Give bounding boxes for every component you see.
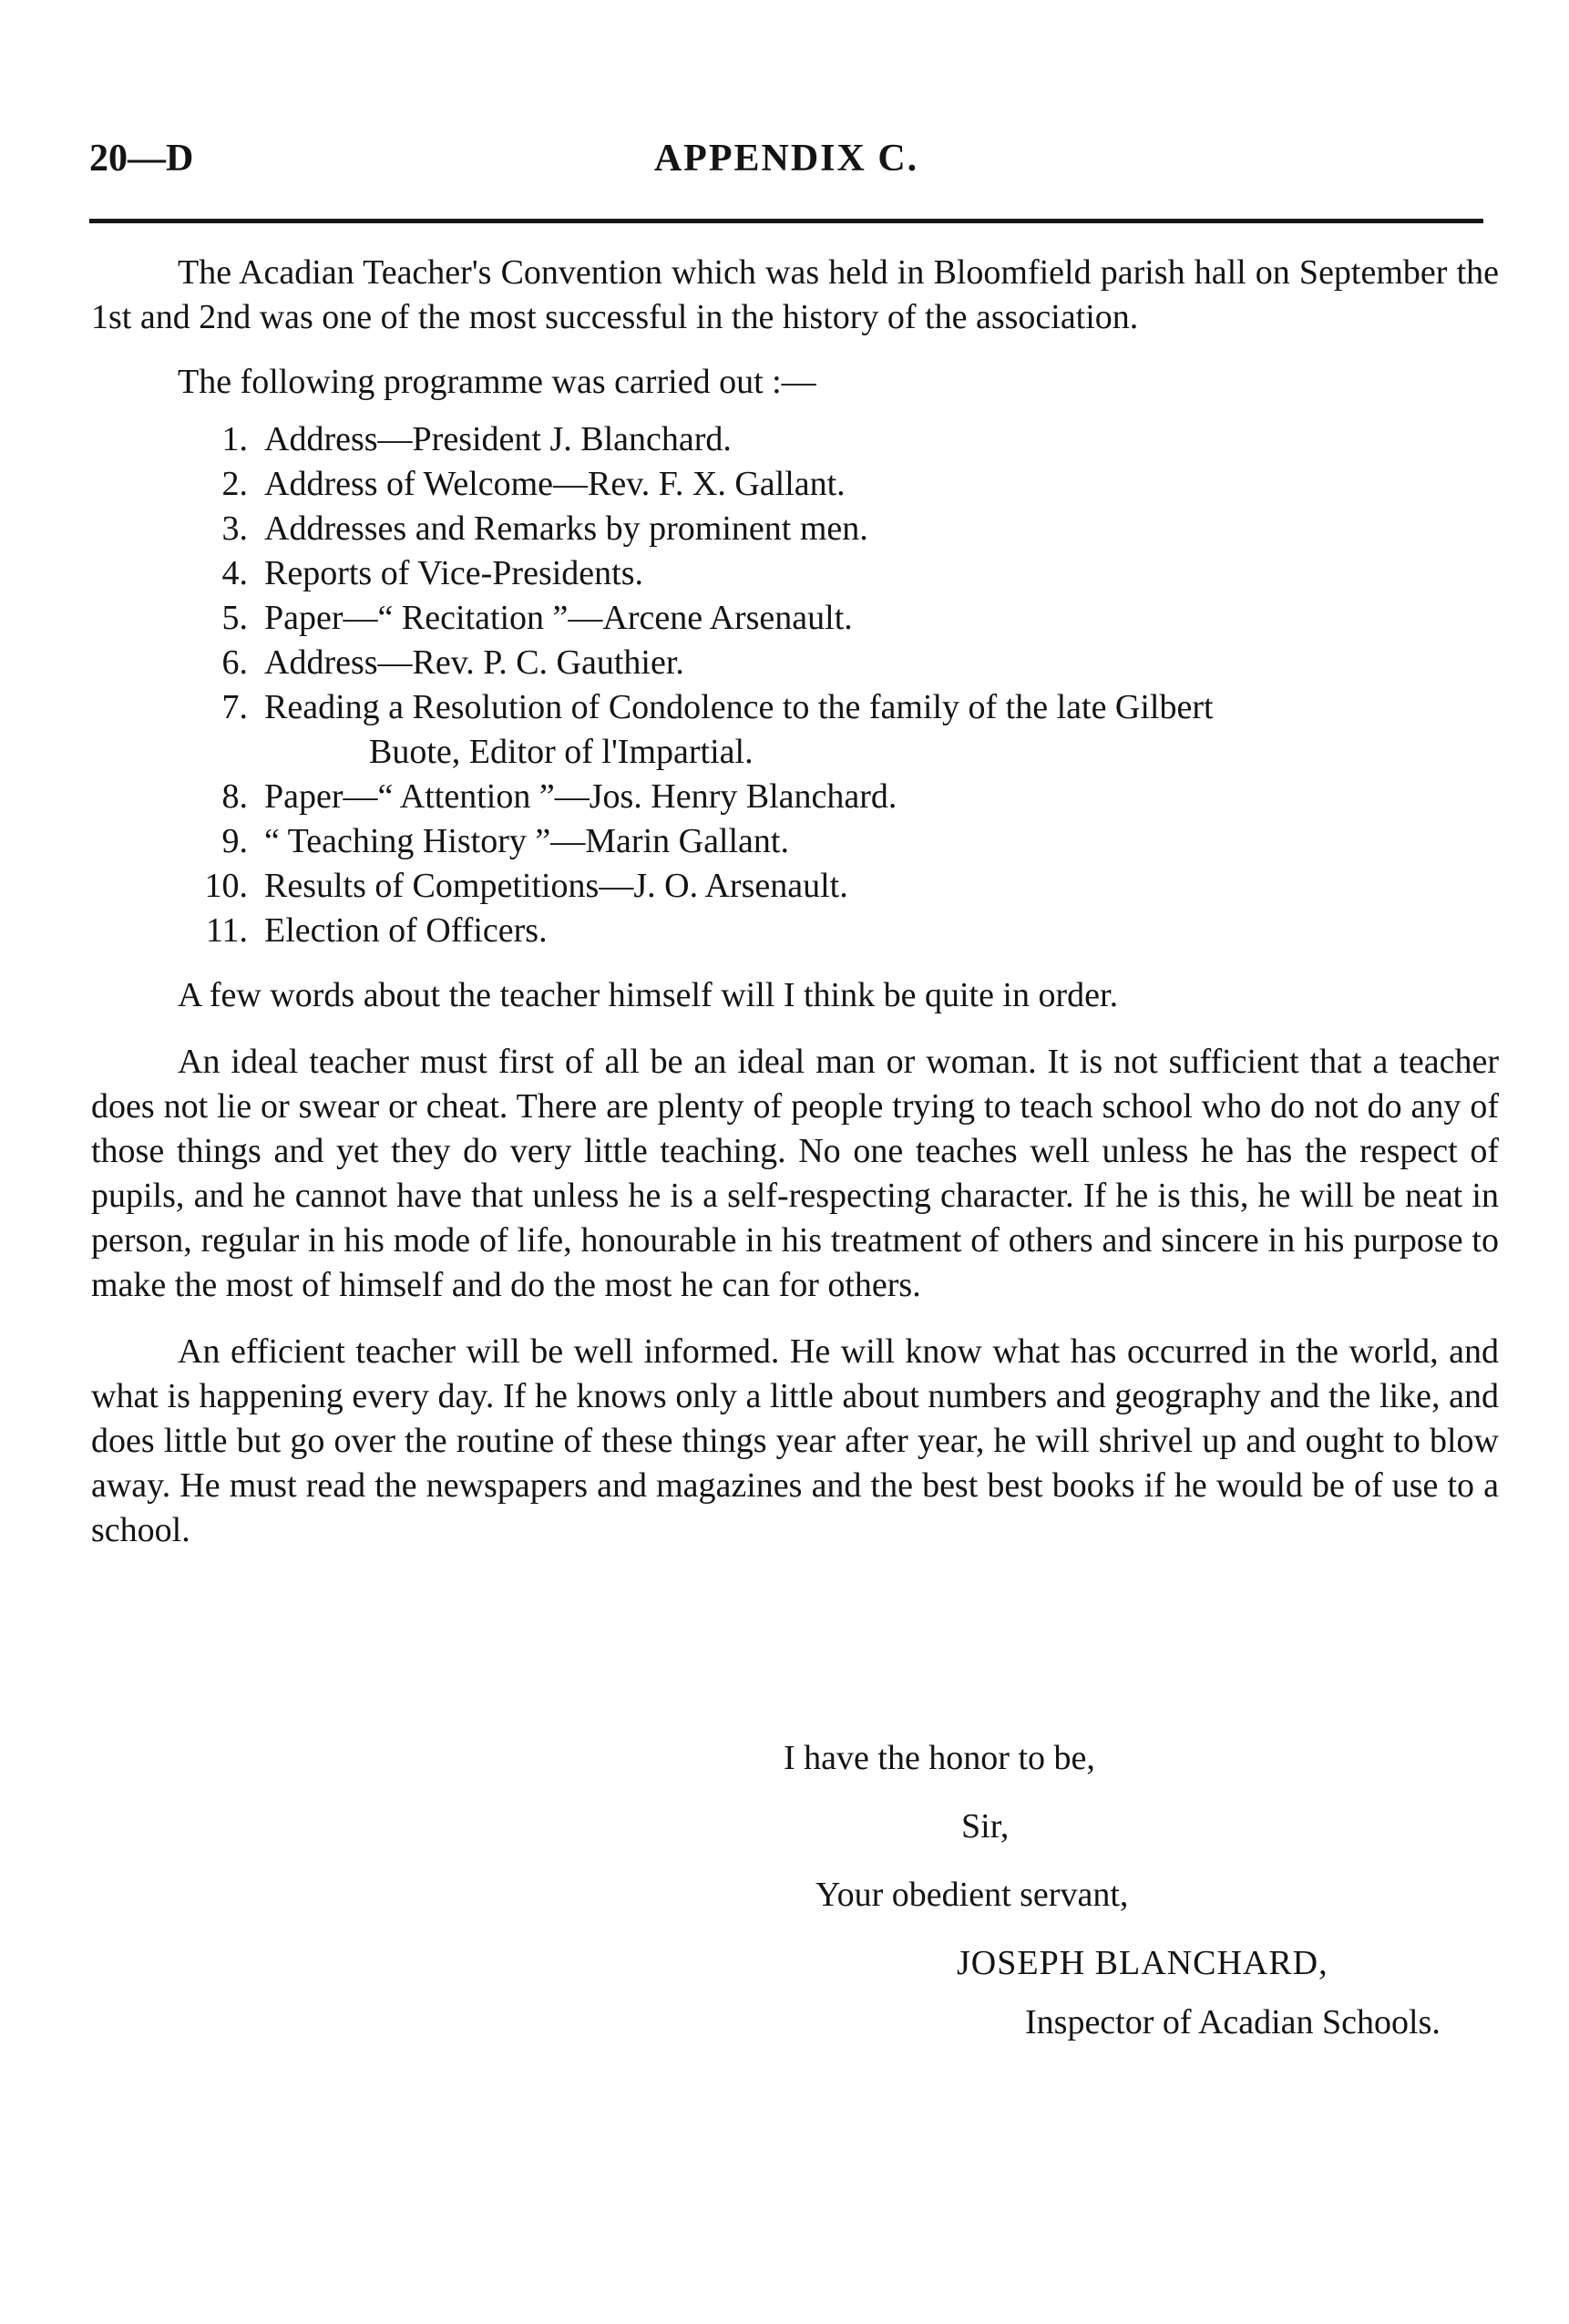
programme-list: [91, 417, 1499, 953]
item-number: 3.: [221, 509, 248, 548]
signer-name: JOSEPH BLANCHARD,: [957, 1944, 1328, 1982]
item-text: Paper—“ Recitation ”—Arcene Arsenault.: [264, 599, 853, 637]
closing-line: I have the honor to be,: [784, 1739, 1095, 1777]
item-text: [264, 685, 1499, 775]
item-number: 7.: [221, 688, 248, 726]
item-number: 1.: [221, 420, 248, 458]
list-item: [91, 775, 1499, 819]
list-item: [91, 551, 1499, 596]
item-text: Address—Rev. P. C. Gauthier.: [264, 643, 684, 682]
document-body: [91, 251, 1499, 1575]
item-text-continuation: Buote, Editor of l'Impartial.: [369, 733, 754, 771]
list-item: [91, 641, 1499, 685]
page-number: 20—D: [89, 138, 194, 180]
item-text: Results of Competitions—J. O. Arsenault.: [264, 867, 848, 905]
closing-line: Your obedient servant,: [815, 1876, 1129, 1914]
header-rule: [89, 219, 1483, 223]
item-number: 10.: [204, 867, 248, 905]
item-text: Paper—“ Attention ”—Jos. Henry Blanchard.: [264, 777, 897, 816]
list-item: [91, 909, 1499, 953]
item-number: 6.: [221, 643, 248, 682]
item-number: 11.: [205, 911, 248, 950]
item-number: 4.: [221, 554, 248, 592]
item-text: Election of Officers.: [264, 911, 548, 950]
item-text: “ Teaching History ”—Marin Gallant.: [264, 822, 789, 860]
item-text: Address of Welcome—Rev. F. X. Gallant.: [264, 465, 846, 503]
item-number: 5.: [221, 599, 248, 637]
item-text: Addresses and Remarks by prominent men.: [264, 509, 868, 548]
list-item: [91, 685, 1499, 775]
page-title: APPENDIX C.: [653, 138, 919, 180]
signer-title: Inspector of Acadian Schools.: [1025, 2003, 1441, 2041]
list-item: [91, 596, 1499, 641]
item-text-line: Reading a Resolution of Condolence to the family of the late Gilbert: [264, 688, 1214, 726]
item-number: 8.: [221, 777, 248, 816]
list-item: [91, 417, 1499, 462]
body-paragraph: An efficient teacher will be well informed. He will know what has occurred in the world, and what is happening every day. If he knows only a little about numbers and geography and the like, and does little but go over the routine of these things year after year, he will shrivel up and ought to blow away. He must read the newspapers and magazines and the best best books if he would be of use to a school.: [91, 1332, 1499, 1549]
item-number: 2.: [221, 465, 248, 503]
list-item: [91, 864, 1499, 909]
list-item: [91, 819, 1499, 864]
item-text: Reports of Vice-Presidents.: [264, 554, 643, 592]
programme-lead: The following programme was carried out :—: [178, 363, 816, 401]
page-header: [89, 137, 1483, 191]
item-text: Address—President J. Blanchard.: [264, 420, 732, 458]
list-item: [91, 507, 1499, 551]
list-item: [91, 462, 1499, 507]
body-paragraph: A few words about the teacher himself will I think be quite in order.: [178, 976, 1119, 1014]
item-number: 9.: [221, 822, 248, 860]
salutation: Sir,: [961, 1807, 1010, 1846]
body-paragraph: An ideal teacher must first of all be an ideal man or woman. It is not sufficient that a teacher does not lie or swear or cheat. There are plenty of people trying to teach school who do not do any of those things and yet they do very little teaching. No one teaches well unless he has the respect of pupils, and he cannot have that unless he is a self-respecting character. If he is this, he will be neat in person, regular in his mode of life, honourable in his treatment of others and sincere in his purpose to make the most of himself and do the most he can for others.: [91, 1043, 1499, 1304]
intro-paragraph: The Acadian Teacher's Convention which was held in Bloomfield parish hall on September the 1st and 2nd was one of the most successful in the history of the association.: [91, 253, 1499, 336]
